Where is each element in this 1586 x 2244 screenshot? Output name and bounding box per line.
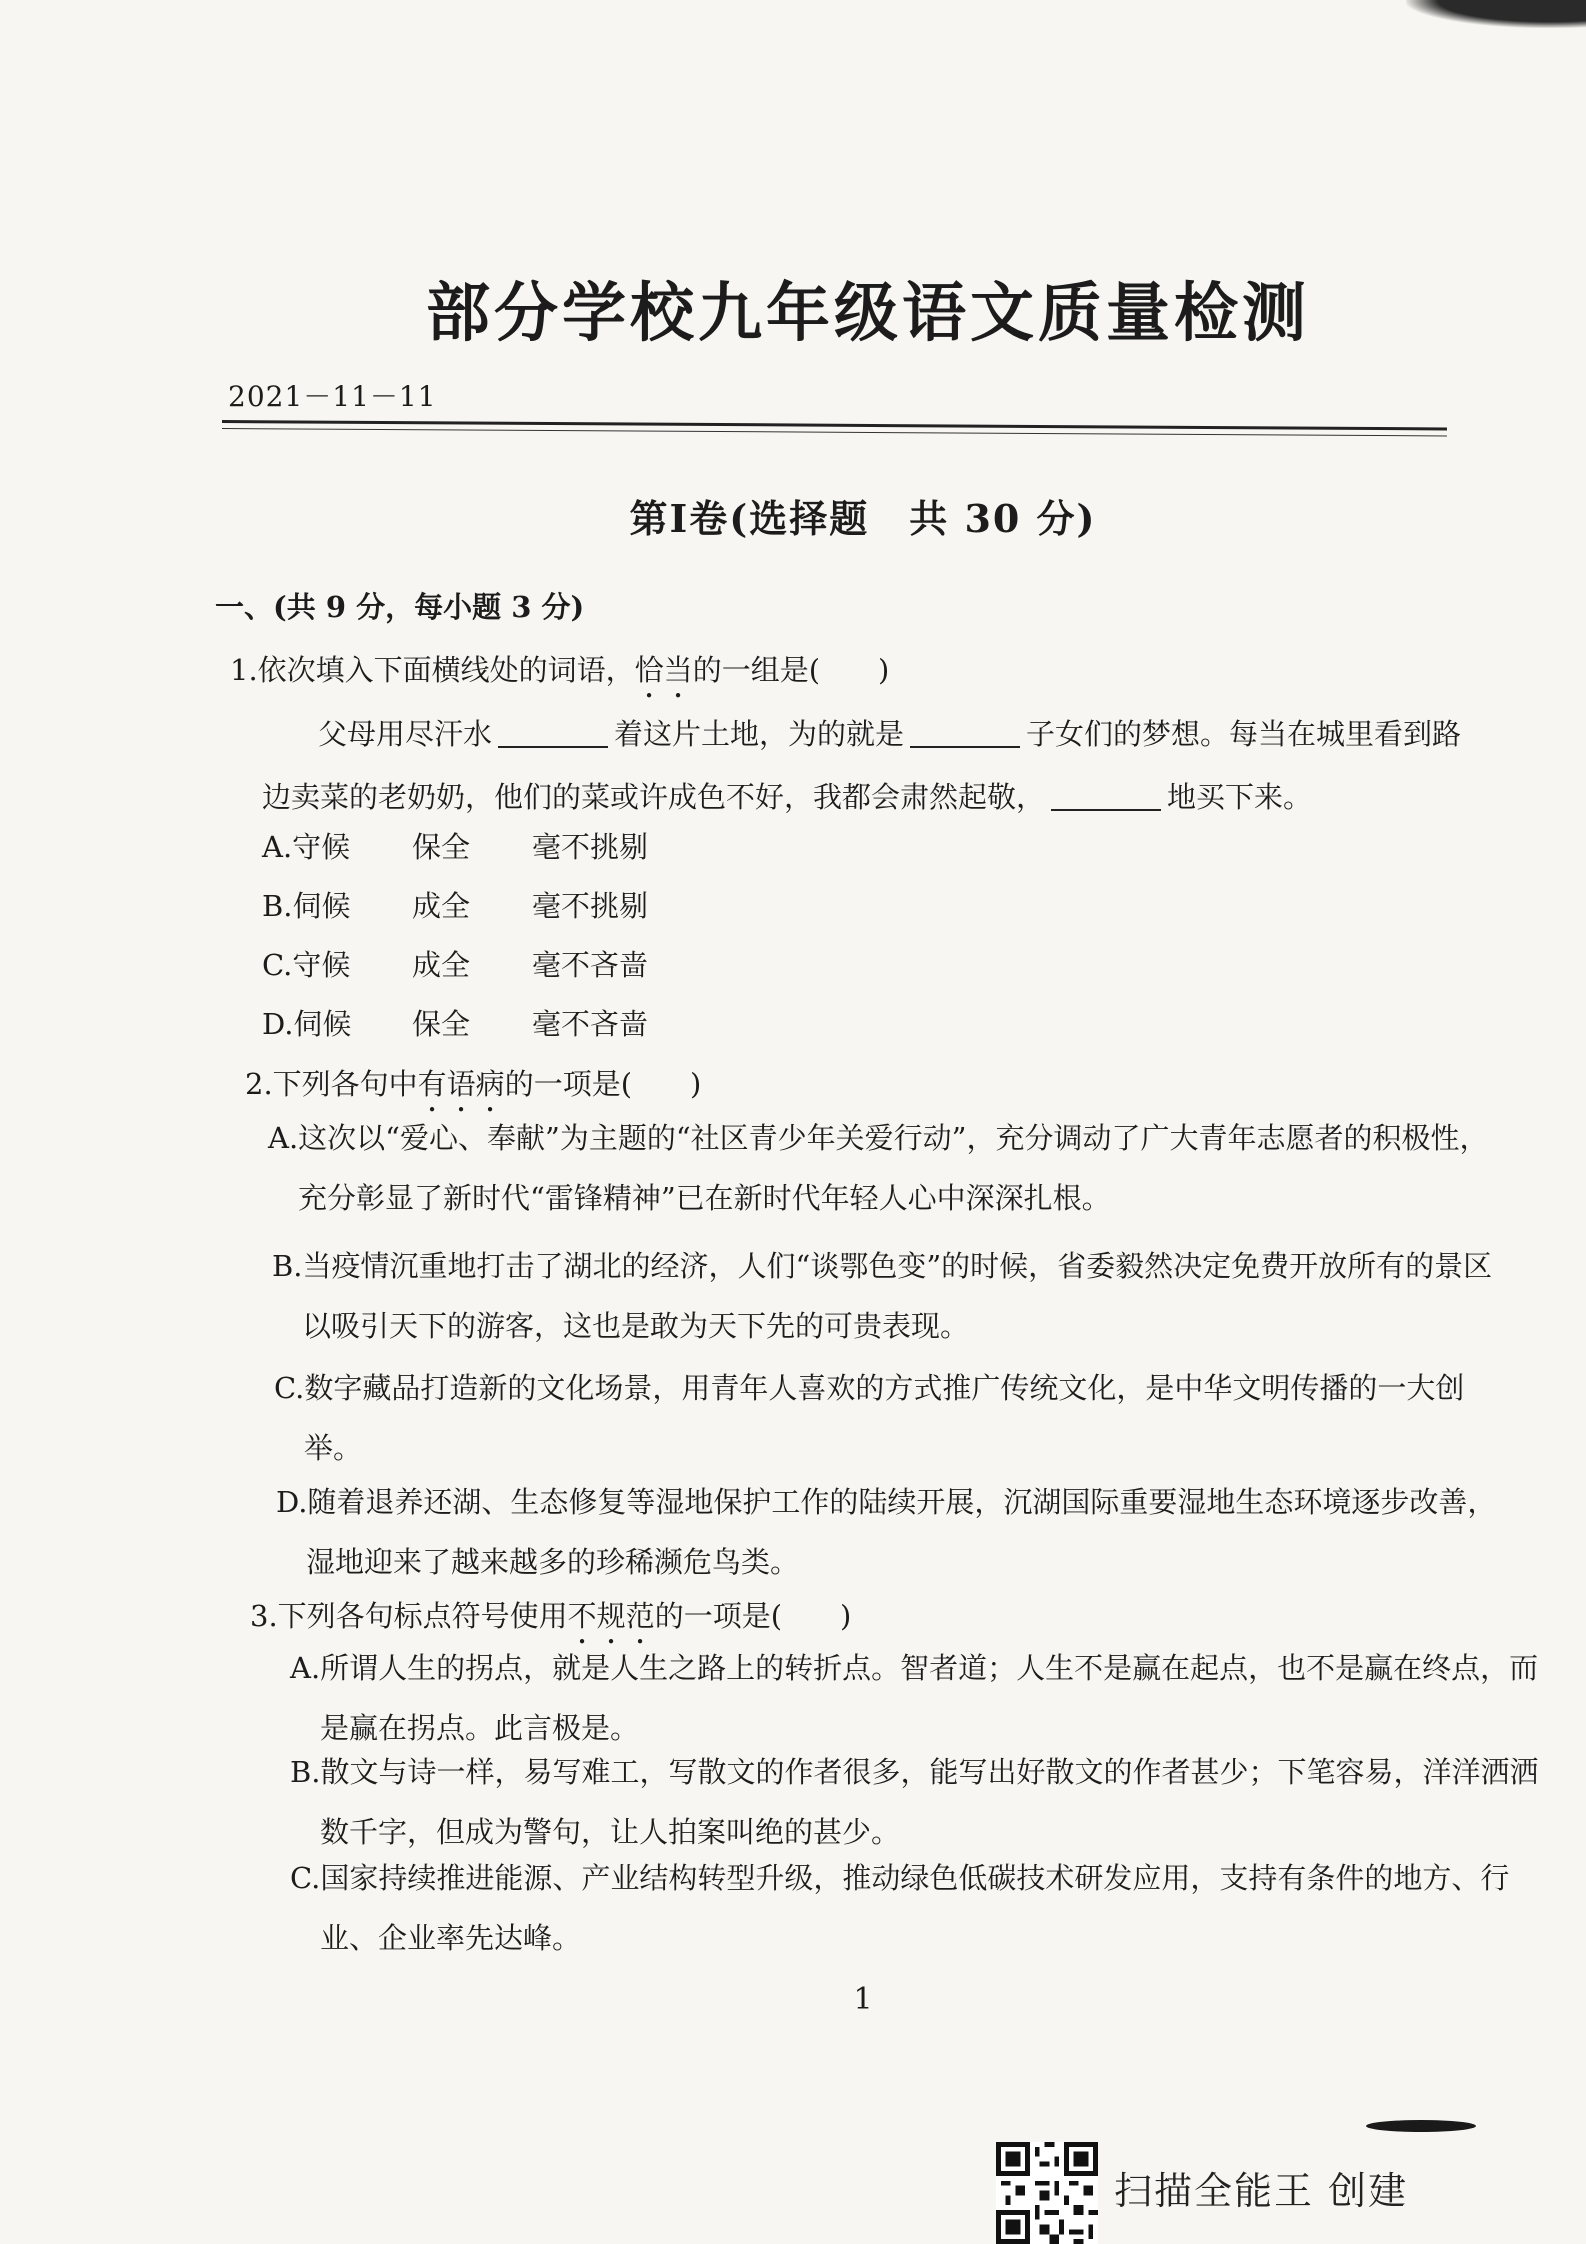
choice-line: C.数字藏品打造新的文化场景，用青年人喜欢的方式推广传统文化，是中华文明传播的一大创 (274, 1371, 1465, 1405)
option-word-2: 成全 (412, 948, 471, 982)
qr-code-icon (996, 2142, 1098, 2244)
fill-blank-3 (1051, 780, 1161, 811)
scan-edge-shadow (1366, 2120, 1476, 2132)
choice-line: A.所谓人生的拐点，就是人生之路上的转折点。智者道；人生不是赢在起点，也不是赢在终点，而 (290, 1651, 1539, 1685)
question-3-stem-text: 3.下列各句标点符号使用 (250, 1599, 568, 1633)
option-word-3: 毫不挑剔 (532, 889, 649, 923)
choice-line: 充分彰显了新时代“雷锋精神”已在新时代年轻人心中深深扎根。 (298, 1181, 1111, 1215)
option-word-3: 毫不吝啬 (532, 948, 649, 982)
choice-line: A.这次以“爱心、奉献”为主题的“社区青少年关爱行动”，充分调动了广大青年志愿者的积极性， (268, 1121, 1489, 1155)
option-word-3: 毫不挑剔 (532, 830, 649, 864)
option-word-3: 毫不吝啬 (532, 1007, 649, 1041)
choice-line: D.随着退养还湖、生态修复等湿地保护工作的陆续开展，沉湖国际重要湿地生态环境逐步改善， (276, 1485, 1497, 1519)
passage-text: 地买下来。 (1167, 780, 1313, 814)
choice-line: 业、企业率先达峰。 (320, 1921, 582, 1955)
choice-line: B.当疫情沉重地打击了湖北的经济，人们“谈鄂色变”的时候，省委毅然决定免费开放所有的景区 (272, 1249, 1493, 1283)
choice-line: C.国家持续推进能源、产业结构转型升级，推动绿色低碳技术研发应用，支持有条件的地方、行 (290, 1861, 1510, 1895)
passage-text: 父母用尽汗水 (318, 717, 493, 751)
question-2-stem-end: 的一项是( ) (504, 1067, 702, 1101)
fill-blank-1 (498, 717, 608, 748)
question-2-choice-a (268, 1108, 1488, 1228)
question-1-stem (230, 648, 889, 705)
option-word-1: D.伺候 (262, 1007, 352, 1041)
question-3-emphasis: 不规范 (567, 1599, 655, 1633)
question-1-passage-line-2 (262, 775, 1312, 816)
question-1-option-c (262, 943, 648, 984)
scanner-watermark: 扫描全能王 创建 (1114, 2169, 1409, 2213)
question-3-choice-a (290, 1638, 1538, 1758)
scan-corner-shadow (1406, 0, 1586, 28)
question-1-stem-end: 的一组是( ) (692, 653, 890, 687)
passage-text: 子女们的梦想。每当在城里看到路 (1026, 717, 1462, 751)
question-2-choice-b (272, 1236, 1492, 1356)
question-2-stem-text: 2.下列各句中 (245, 1067, 418, 1101)
option-word-2: 保全 (412, 1007, 471, 1041)
page-number: 1 (853, 1982, 873, 2017)
question-1-option-d (262, 1002, 648, 1043)
fill-blank-2 (910, 717, 1020, 748)
question-3-choice-b (290, 1742, 1539, 1862)
question-2-choice-d (276, 1472, 1496, 1592)
passage-text: 边卖菜的老奶奶，他们的菜或许成色不好，我都会肃然起敬， (262, 780, 1046, 814)
section-title: 第Ⅰ卷(选择题 共 30 分) (629, 496, 1097, 541)
choice-line: B.散文与诗一样，易写难工，写散文的作者很多，能写出好散文的作者甚少；下笔容易，洋洋洒洒 (290, 1755, 1539, 1789)
question-2-choice-c (274, 1358, 1464, 1478)
question-1-emphasis: 恰当 (634, 653, 693, 687)
choice-line: 以吸引天下的游客，这也是敢为天下先的可贵表现。 (302, 1309, 970, 1343)
question-3-choice-c (290, 1848, 1509, 1968)
question-1-passage-line-1 (318, 712, 1461, 753)
choice-line: 是赢在拐点。此言极是。 (320, 1711, 640, 1745)
question-1-option-a (262, 825, 648, 866)
question-1-option-b (262, 884, 648, 925)
question-3-stem-end: 的一项是( ) (654, 1599, 852, 1633)
option-word-1: B.伺候 (262, 889, 351, 923)
part-header: 一、(共 9 分，每小题 3 分) (215, 590, 585, 624)
choice-line: 数千字，但成为警句，让人拍案叫绝的甚少。 (320, 1815, 901, 1849)
exam-date: 2021－11－11 (228, 380, 437, 413)
question-1-stem-text: 1.依次填入下面横线处的词语， (230, 653, 635, 687)
choice-line: 举。 (304, 1431, 363, 1465)
choice-line: 湿地迎来了越来越多的珍稀濒危鸟类。 (306, 1545, 800, 1579)
passage-text: 着这片土地，为的就是 (614, 717, 905, 751)
option-word-1: C.守候 (262, 948, 351, 982)
question-2-emphasis: 有语病 (417, 1067, 505, 1101)
option-word-2: 成全 (412, 889, 471, 923)
page-title: 部分学校九年级语文质量检测 (426, 276, 1310, 351)
option-word-1: A.守候 (262, 830, 351, 864)
option-word-2: 保全 (412, 830, 471, 864)
